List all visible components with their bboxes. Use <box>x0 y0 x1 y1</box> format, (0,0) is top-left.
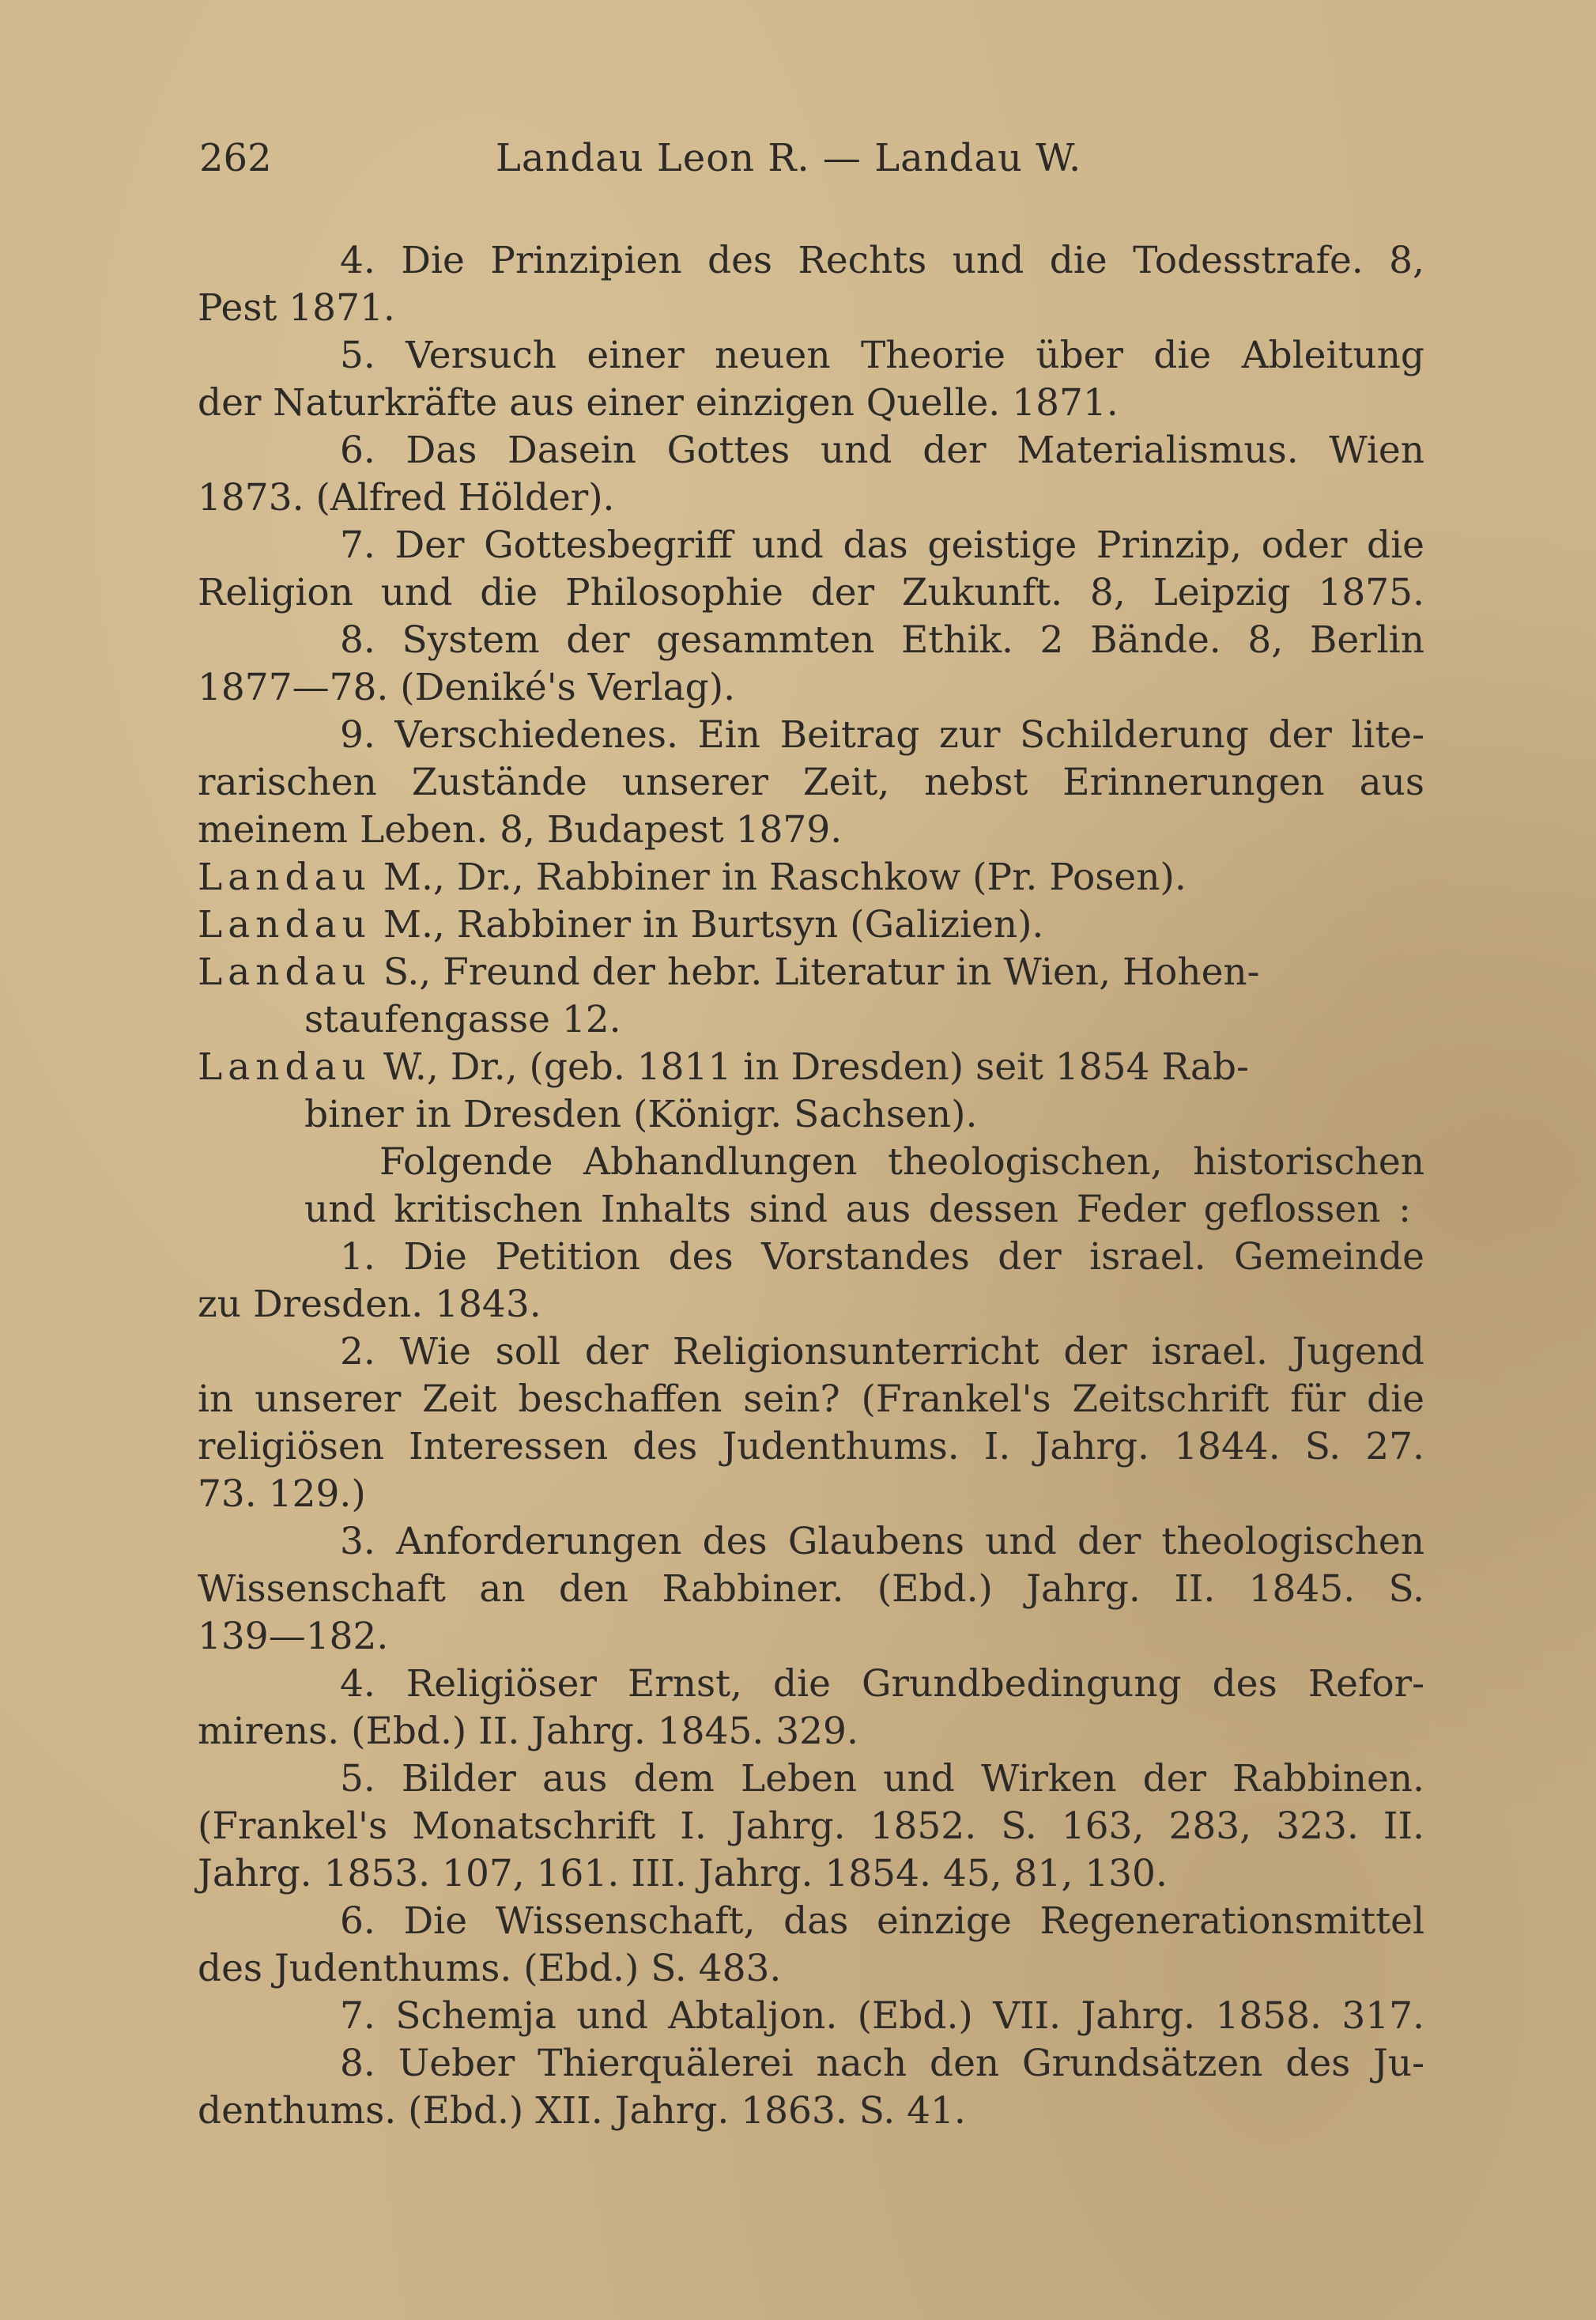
entry-line <box>198 949 1260 996</box>
text-line: Religion und die Philosophie der Zukunft. 8, Leipzig 1875. <box>198 571 1424 614</box>
text-line: 4. Die Prinzipien des Rechts und die Todesstrafe. 8, <box>340 239 1424 282</box>
entry-name: Landau <box>198 950 372 994</box>
text-line: (Frankel's Monatschrift I. Jahrg. 1852. S. 163, 283, 323. II. <box>198 1804 1424 1848</box>
text-line: 6. Die Wissenschaft, das einzige Regenerationsmittel <box>340 1899 1424 1943</box>
text-line: 3. Anforderungen des Glaubens und der theologischen <box>340 1520 1424 1563</box>
text-line: mirens. (Ebd.) II. Jahrg. 1845. 329. <box>198 1710 858 1753</box>
text-line: rarischen Zustände unserer Zeit, nebst Erinnerungen aus <box>198 761 1424 804</box>
text-line: 73. 129.) <box>198 1472 366 1516</box>
text-line: denthums. (Ebd.) XII. Jahrg. 1863. S. 41. <box>198 2089 966 2133</box>
entry-line <box>198 901 1043 949</box>
entry-text: M., Dr., Rabbiner in Raschkow (Pr. Posen). <box>371 856 1187 899</box>
text-line: staufengasse 12. <box>304 998 621 1041</box>
text-line: 2. Wie soll der Religionsunterricht der israel. Jugend <box>340 1330 1424 1373</box>
text-line: 1. Die Petition des Vorstandes der israel. Gemeinde <box>340 1235 1424 1279</box>
text-line: Wissenschaft an den Rabbiner. (Ebd.) Jahrg. II. 1845. S. <box>198 1567 1424 1611</box>
text-line: Jahrg. 1853. 107, 161. III. Jahrg. 1854. 45, 81, 130. <box>198 1852 1168 1895</box>
text-line: 4. Religiöser Ernst, die Grundbedingung des Refor- <box>340 1662 1424 1706</box>
entry-name: Landau <box>198 1045 372 1089</box>
entry-name: Landau <box>198 903 372 947</box>
text-line: des Judenthums. (Ebd.) S. 483. <box>198 1947 782 1990</box>
text-line: meinem Leben. 8, Budapest 1879. <box>198 808 843 852</box>
page-number: 262 <box>199 136 272 180</box>
text-line: 7. Schemja und Abtaljon. (Ebd.) VII. Jahrg. 1858. 317. <box>340 1994 1424 2038</box>
text-line: biner in Dresden (Königr. Sachsen). <box>304 1093 978 1136</box>
text-line: 5. Bilder aus dem Leben und Wirken der Rabbinen. <box>340 1757 1424 1800</box>
text-line: der Naturkräfte aus einer einzigen Quelle. 1871. <box>198 381 1119 425</box>
entry-line <box>198 854 1187 901</box>
text-line: Pest 1871. <box>198 286 395 330</box>
entry-line <box>198 1044 1249 1091</box>
text-line: in unserer Zeit beschaffen sein? (Frankel's Zeitschrift für die <box>198 1377 1424 1421</box>
entry-text: M., Rabbiner in Burtsyn (Galizien). <box>371 903 1044 947</box>
text-line: religiösen Interessen des Judenthums. I. Jahrg. 1844. S. 27. <box>198 1425 1424 1468</box>
page-header <box>199 136 1432 191</box>
text-line: 8. System der gesammten Ethik. 2 Bände. 8, Berlin <box>340 618 1424 662</box>
text-line: 6. Das Dasein Gottes und der Materialismus. Wien <box>340 429 1424 472</box>
text-line: 7. Der Gottesbegriff und das geistige Prinzip, oder die <box>340 523 1424 567</box>
entry-text: S., Freund der hebr. Literatur in Wien, Hohen- <box>371 950 1260 994</box>
text-line: und kritischen Inhalts sind aus dessen Feder geflossen : <box>304 1188 1411 1231</box>
text-line: Folgende Abhandlungen theologischen, historischen <box>379 1140 1424 1184</box>
text-line: 8. Ueber Thierquälerei nach den Grundsätzen des Ju- <box>340 2042 1424 2085</box>
text-line: 5. Versuch einer neuen Theorie über die Ableitung <box>340 334 1424 377</box>
text-line: 1873. (Alfred Hölder). <box>198 476 615 520</box>
running-title: Landau Leon R. — Landau W. <box>496 136 1082 180</box>
text-line: 9. Verschiedenes. Ein Beitrag zur Schilderung der lite- <box>340 713 1424 757</box>
entry-name: Landau <box>198 856 372 899</box>
text-line: 1877—78. (Deniké's Verlag). <box>198 666 736 709</box>
text-line: zu Dresden. 1843. <box>198 1283 541 1326</box>
entry-text: W., Dr., (geb. 1811 in Dresden) seit 1854 Rab- <box>371 1045 1249 1089</box>
text-line: 139—182. <box>198 1615 389 1658</box>
